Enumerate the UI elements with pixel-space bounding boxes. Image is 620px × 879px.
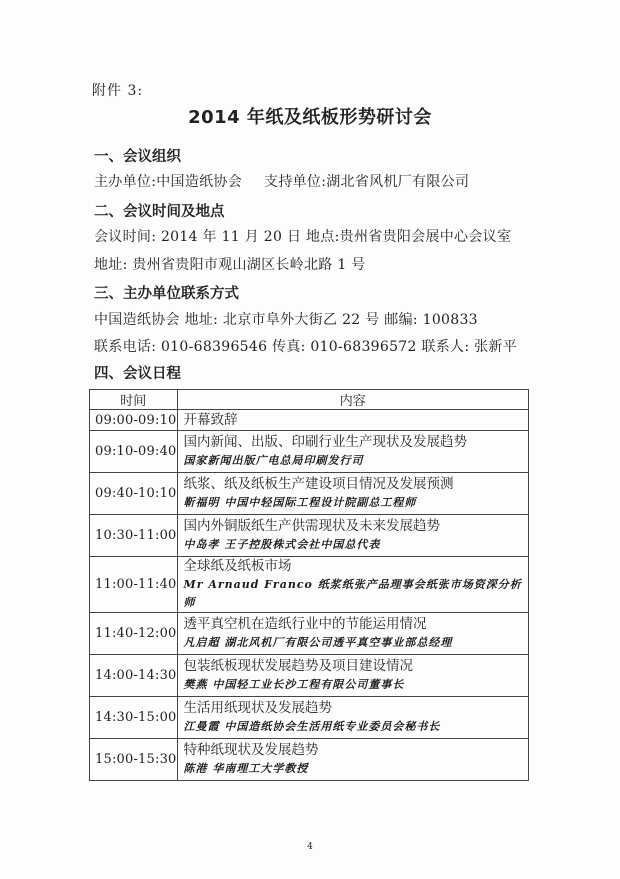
section-heading-time-place: 二、会议时间及地点 bbox=[94, 204, 225, 220]
attachment-label: 附件 3: bbox=[92, 83, 144, 99]
schedule-time: 15:00-15:30 bbox=[90, 739, 178, 781]
schedule-content bbox=[177, 515, 528, 557]
schedule-topic: 开幕致辞 bbox=[183, 411, 238, 428]
schedule-speaker: 国家新闻出版广电总局印刷发行司 bbox=[183, 454, 364, 467]
table-row bbox=[90, 613, 529, 655]
table-row bbox=[90, 655, 529, 697]
schedule-speaker: 靳福明 中国中轻国际工程设计院副总工程师 bbox=[183, 496, 417, 509]
table-row bbox=[90, 557, 529, 613]
table-row bbox=[90, 515, 529, 557]
col-header-time: 时间 bbox=[90, 390, 178, 410]
table-row bbox=[90, 739, 529, 781]
org-line bbox=[94, 171, 469, 191]
schedule-content bbox=[177, 473, 528, 515]
schedule-content bbox=[177, 613, 528, 655]
schedule-content bbox=[177, 557, 528, 613]
schedule-speaker: 樊燕 中国轻工业长沙工程有限公司董事长 bbox=[183, 678, 405, 691]
schedule-topic: 生活用纸现状及发展趋势 bbox=[183, 700, 333, 716]
schedule-content bbox=[177, 410, 528, 431]
schedule-topic: 纸浆、纸及纸板生产建设项目情况及发展预测 bbox=[183, 476, 454, 492]
schedule-time: 09:10-09:40 bbox=[90, 431, 178, 473]
schedule-content bbox=[177, 431, 528, 473]
contact-address-line: 中国造纸协会 地址: 北京市阜外大街乙 22 号 邮编: 100833 bbox=[94, 312, 478, 328]
schedule-time: 10:30-11:00 bbox=[90, 515, 178, 557]
schedule-time: 09:40-10:10 bbox=[90, 473, 178, 515]
schedule-content bbox=[177, 739, 528, 781]
schedule-time: 09:00-09:10 bbox=[90, 410, 178, 431]
meeting-time-line: 会议时间: 2014 年 11 月 20 日 地点:贵州省贵阳会展中心会议室 bbox=[94, 229, 512, 245]
schedule-topic: 特种纸现状及发展趋势 bbox=[183, 742, 319, 758]
table-row bbox=[90, 410, 529, 431]
schedule-content bbox=[177, 697, 528, 739]
section-heading-contact: 三、主办单位联系方式 bbox=[94, 286, 239, 302]
schedule-topic: 透平真空机在造纸行业中的节能运用情况 bbox=[183, 616, 427, 632]
section-heading-org: 一、会议组织 bbox=[94, 149, 181, 165]
col-header-content: 内容 bbox=[177, 390, 528, 410]
host-value: 中国造纸协会 bbox=[156, 174, 243, 190]
host-label: 主办单位: bbox=[94, 174, 157, 190]
schedule-header-row bbox=[90, 390, 529, 410]
section-heading-schedule: 四、会议日程 bbox=[94, 366, 181, 382]
schedule-speaker: 江曼霞 中国造纸协会生活用纸专业委员会秘书长 bbox=[183, 720, 441, 733]
address-line: 地址: 贵州省贵阳市观山湖区长岭北路 1 号 bbox=[94, 257, 366, 273]
support-value: 湖北省风机厂有限公司 bbox=[326, 174, 470, 190]
table-row bbox=[90, 697, 529, 739]
schedule-topic: 国内外铜版纸生产供需现状及未来发展趋势 bbox=[183, 518, 441, 534]
schedule-time: 14:00-14:30 bbox=[90, 655, 178, 697]
schedule-content bbox=[177, 655, 528, 697]
page-number: 4 bbox=[307, 842, 313, 852]
schedule-speaker: Mr Arnaud Franco 纸浆纸张产品理事会纸张市场资深分析师 bbox=[183, 578, 522, 609]
table-row bbox=[90, 431, 529, 473]
schedule-topic: 国内新闻、出版、印刷行业生产现状及发展趋势 bbox=[183, 434, 468, 450]
schedule-topic: 包装纸板现状发展趋势及项目建设情况 bbox=[183, 658, 414, 674]
schedule-speaker: 中岛孝 王子控股株式会社中国总代表 bbox=[183, 538, 381, 551]
schedule-speaker: 凡启超 湖北风机厂有限公司透平真空事业部总经理 bbox=[183, 636, 453, 649]
schedule-time: 11:00-11:40 bbox=[90, 557, 178, 613]
schedule-time: 14:30-15:00 bbox=[90, 697, 178, 739]
schedule-table bbox=[89, 389, 529, 781]
schedule-speaker: 陈港 华南理工大学教授 bbox=[183, 762, 309, 775]
page-title: 2014 年纸及纸板形势研讨会 bbox=[188, 107, 432, 128]
support-label: 支持单位: bbox=[264, 174, 327, 190]
table-row bbox=[90, 473, 529, 515]
contact-phone-line: 联系电话: 010-68396546 传真: 010-68396572 联系人: 张新平 bbox=[94, 339, 518, 355]
schedule-time: 11:40-12:00 bbox=[90, 613, 178, 655]
schedule-topic: 全球纸及纸板市场 bbox=[183, 558, 292, 574]
